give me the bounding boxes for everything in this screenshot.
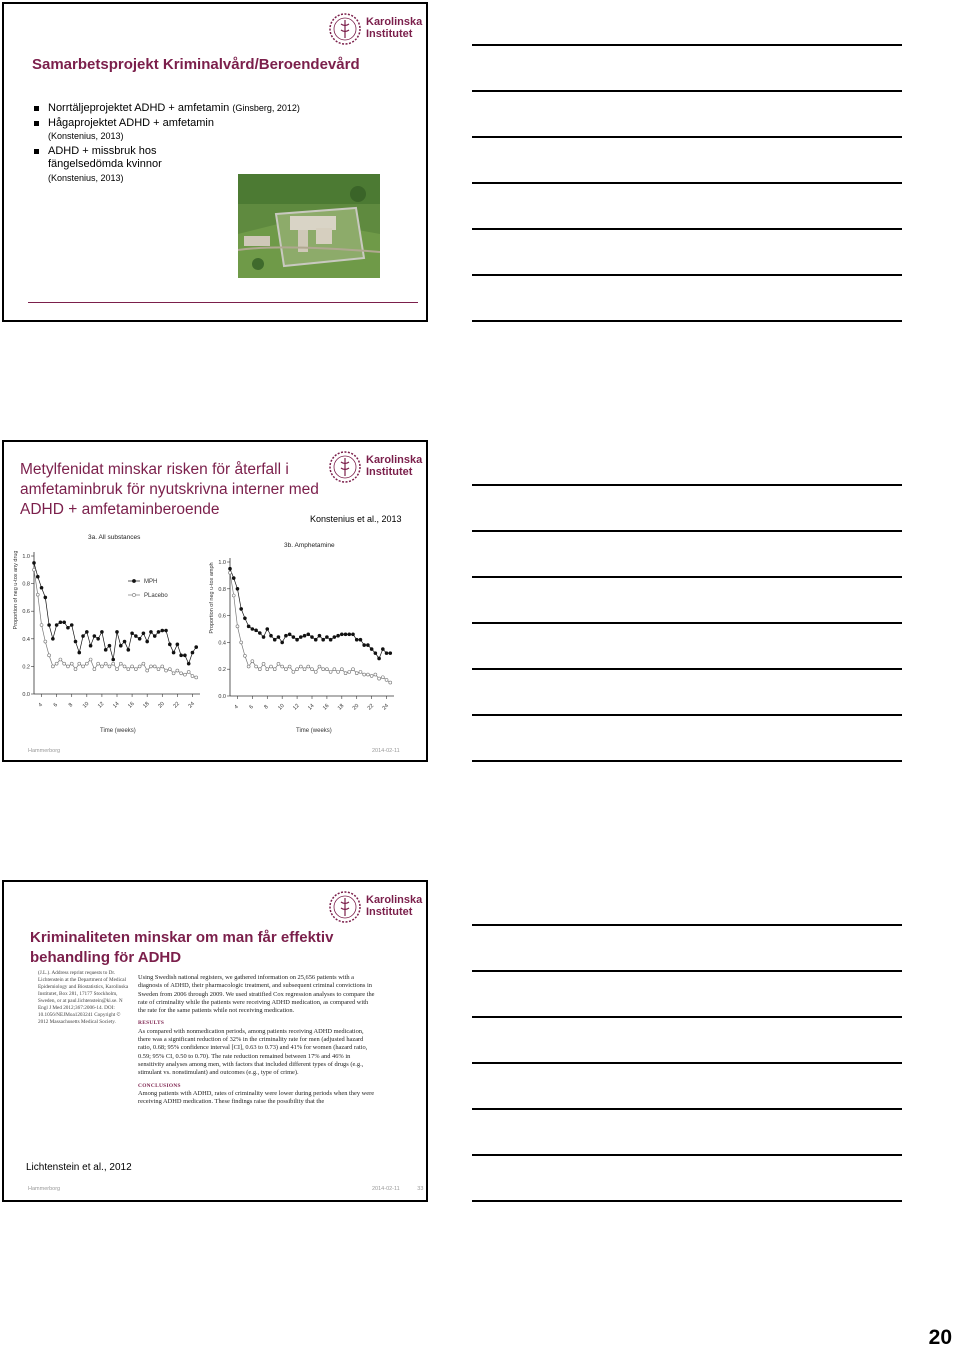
data-point-placebo xyxy=(389,681,392,684)
data-point-placebo xyxy=(44,640,47,643)
y-tick-label: 0.6 xyxy=(22,609,30,616)
data-point-mph xyxy=(251,628,254,631)
data-point-placebo xyxy=(66,665,69,668)
data-point-placebo xyxy=(191,675,194,678)
data-point-placebo xyxy=(48,654,51,657)
bullet-ref: (Konstenius, 2013) xyxy=(48,172,124,183)
x-tick-label: 24 xyxy=(381,703,391,712)
series-line-mph xyxy=(34,563,196,664)
data-point-placebo xyxy=(116,668,119,671)
data-point-placebo xyxy=(303,668,306,671)
data-point-placebo xyxy=(251,660,254,663)
x-tick-label: 24 xyxy=(187,701,197,710)
data-point-mph xyxy=(359,638,362,641)
slide-1 xyxy=(2,2,428,322)
data-point-mph xyxy=(337,634,340,637)
x-tick-label: 22 xyxy=(172,701,181,710)
bullet-item xyxy=(34,117,354,144)
data-point-placebo xyxy=(78,662,81,665)
data-point-mph xyxy=(131,632,134,635)
x-tick-label: 10 xyxy=(277,703,286,712)
data-point-placebo xyxy=(131,665,134,668)
data-point-mph xyxy=(296,638,299,641)
data-point-placebo xyxy=(333,668,336,671)
logo-line-1: Karolinska xyxy=(366,894,423,906)
data-point-mph xyxy=(281,641,284,644)
data-point-mph xyxy=(236,587,239,590)
data-point-placebo xyxy=(51,665,54,668)
data-point-placebo xyxy=(381,676,384,679)
data-point-mph xyxy=(165,629,168,632)
footer-author: Hammerborg xyxy=(28,1186,61,1192)
data-point-mph xyxy=(378,657,381,660)
data-point-placebo xyxy=(55,662,58,665)
x-tick-label: 20 xyxy=(351,703,361,712)
data-point-placebo xyxy=(104,662,107,665)
data-point-placebo xyxy=(59,658,62,661)
data-point-placebo xyxy=(378,677,381,680)
data-point-placebo xyxy=(277,662,280,665)
data-point-mph xyxy=(348,633,351,636)
x-tick-label: 16 xyxy=(321,703,331,712)
x-tick-label: 8 xyxy=(263,704,270,711)
data-point-mph xyxy=(314,638,317,641)
data-point-mph xyxy=(48,624,51,627)
data-point-placebo xyxy=(112,662,115,665)
paper-side-text: (J.L.). Address reprint requests to Dr. Lichtenstein at the Department of Medical Epidemiology and Biostatistics, Karolinska Institutet, Box 281, 17177 Stockholm, Sweden, or at paul.lichtenstein@ki.se. N Engl J Med 2012;367:2006-14. DOI: 10.1056/NEJMoa1203241 Copyright © 2012 Massachusetts Medical Society. xyxy=(38,970,129,1025)
y-tick-label: 0.2 xyxy=(22,664,30,671)
data-point-mph xyxy=(325,636,328,639)
footer-date: 2014-02-11 xyxy=(372,748,400,754)
data-point-placebo xyxy=(355,672,358,675)
data-point-mph xyxy=(318,634,321,637)
logo-line-1: Karolinska xyxy=(366,16,423,28)
abstract-results: As compared with nonmedication periods, among patients receiving ADHD medication, there was a significant reduction of 32% in the criminality rate for men (adjusted hazard ratio, 0.68; 95% confidence interval [CI], 0.63 to 0.73) and 41% for women (hazard ratio, 0.59; 95% CI, 0.50 to 0.70). The rate reduction remained between 17% and 46% in sensitivity analyses among men, with factors that included different types of drugs (e.g., stimulant vs. nonstimulant) and outcomes (e.g., type of crime). xyxy=(138,1027,368,1077)
data-point-mph xyxy=(89,644,92,647)
logo-line-2: Institutet xyxy=(366,28,413,40)
data-point-mph xyxy=(329,638,332,641)
data-point-placebo xyxy=(325,668,328,671)
data-point-placebo xyxy=(292,670,295,673)
data-point-mph xyxy=(307,633,310,636)
data-point-mph xyxy=(59,621,62,624)
slide-1-title: Samarbetsprojekt Kriminalvård/Beroendevård xyxy=(32,56,360,73)
data-point-placebo xyxy=(108,665,111,668)
data-point-mph xyxy=(374,652,377,655)
data-point-mph xyxy=(172,651,175,654)
data-point-placebo xyxy=(70,662,73,665)
data-point-mph xyxy=(127,648,130,651)
data-point-mph xyxy=(40,586,43,589)
data-point-mph xyxy=(176,643,179,646)
data-point-mph xyxy=(262,636,265,639)
data-point-mph xyxy=(363,644,366,647)
data-point-placebo xyxy=(195,676,198,679)
logo-line-2: Institutet xyxy=(366,466,413,478)
x-tick-label: 16 xyxy=(127,701,136,710)
data-point-mph xyxy=(355,638,358,641)
karolinska-seal-icon xyxy=(328,890,362,924)
data-point-placebo xyxy=(161,665,164,668)
data-point-mph xyxy=(66,626,69,629)
data-point-placebo xyxy=(157,668,160,671)
data-point-mph xyxy=(288,633,291,636)
data-point-placebo xyxy=(63,662,66,665)
data-point-mph xyxy=(389,652,392,655)
data-point-mph xyxy=(168,643,171,646)
data-point-mph xyxy=(153,635,156,638)
x-tick-label: 4 xyxy=(233,704,240,711)
bullet-text: Norrtäljeprojektet ADHD + amfetamin xyxy=(48,102,230,114)
data-point-placebo xyxy=(229,571,232,574)
data-point-mph xyxy=(240,607,243,610)
x-tick-label: 8 xyxy=(67,702,75,709)
slide-1-rule xyxy=(28,302,418,303)
chart-title: 3b. Amphetamine xyxy=(284,542,335,549)
x-tick-label: 12 xyxy=(292,703,301,712)
data-point-placebo xyxy=(247,665,250,668)
y-axis-label: Proportion of neg u-tox amph xyxy=(209,562,215,634)
data-point-mph xyxy=(191,651,194,654)
prison-aerial-photo xyxy=(238,174,380,278)
data-point-mph xyxy=(270,634,273,637)
x-tick-label: 22 xyxy=(366,703,376,712)
data-point-placebo xyxy=(187,670,190,673)
legend-marker xyxy=(132,579,135,582)
data-point-placebo xyxy=(146,669,149,672)
x-tick-label: 14 xyxy=(112,701,121,710)
karolinska-logo xyxy=(328,890,423,926)
logo-line-1: Karolinska xyxy=(366,454,423,466)
x-tick-label: 14 xyxy=(307,703,316,712)
data-point-mph xyxy=(344,633,347,636)
data-point-mph xyxy=(116,630,119,633)
data-point-mph xyxy=(33,561,36,564)
data-point-mph xyxy=(55,624,58,627)
data-point-mph xyxy=(299,636,302,639)
data-point-placebo xyxy=(123,665,126,668)
data-point-mph xyxy=(277,636,280,639)
data-point-mph xyxy=(123,640,126,643)
data-point-placebo xyxy=(33,568,36,571)
legend-label: PLacebo xyxy=(144,593,168,599)
data-point-placebo xyxy=(363,673,366,676)
data-point-placebo xyxy=(172,672,175,675)
data-point-mph xyxy=(385,652,388,655)
data-point-placebo xyxy=(97,662,100,665)
data-point-placebo xyxy=(266,668,269,671)
data-point-placebo xyxy=(36,593,39,596)
data-point-placebo xyxy=(183,673,186,676)
data-point-placebo xyxy=(281,665,284,668)
bullet-ref: (Ginsberg, 2012) xyxy=(232,103,300,113)
data-point-mph xyxy=(63,621,66,624)
data-point-placebo xyxy=(127,668,130,671)
data-point-mph xyxy=(97,637,100,640)
data-point-placebo xyxy=(374,673,377,676)
bullet-item xyxy=(34,145,198,186)
data-point-mph xyxy=(74,640,77,643)
data-point-mph xyxy=(146,640,149,643)
footer-date-text: 2014-02-11 xyxy=(372,1186,400,1192)
data-point-placebo xyxy=(119,662,122,665)
data-point-mph xyxy=(183,654,186,657)
chart-all-substances xyxy=(10,530,206,738)
data-point-mph xyxy=(180,654,183,657)
data-point-placebo xyxy=(288,665,291,668)
data-point-mph xyxy=(258,632,261,635)
bullet-text: ADHD + missbruk hos fängelsedömda kvinnor xyxy=(48,144,162,170)
data-point-mph xyxy=(93,635,96,638)
data-point-mph xyxy=(112,658,115,661)
data-point-mph xyxy=(366,644,369,647)
data-point-mph xyxy=(142,632,145,635)
data-point-placebo xyxy=(322,668,325,671)
data-point-placebo xyxy=(318,665,321,668)
data-point-mph xyxy=(161,629,164,632)
data-point-placebo xyxy=(340,668,343,671)
data-point-mph xyxy=(292,636,295,639)
data-point-mph xyxy=(229,567,232,570)
y-tick-label: 0.0 xyxy=(22,692,30,698)
data-point-placebo xyxy=(273,668,276,671)
y-tick-label: 1.0 xyxy=(218,560,226,566)
footer-date xyxy=(372,1186,423,1192)
legend-label: MPH xyxy=(144,579,158,585)
data-point-mph xyxy=(138,637,141,640)
data-point-placebo xyxy=(236,625,239,628)
slide-3 xyxy=(2,880,428,1202)
data-point-mph xyxy=(44,596,47,599)
y-tick-label: 0.8 xyxy=(22,581,30,588)
karolinska-seal-icon xyxy=(328,12,362,46)
slide-3-title: Kriminaliteten minskar om man får effektiv behandling för ADHD xyxy=(30,929,334,966)
data-point-placebo xyxy=(142,662,145,665)
data-point-placebo xyxy=(232,594,235,597)
data-point-placebo xyxy=(270,665,273,668)
data-point-mph xyxy=(311,636,314,639)
data-point-placebo xyxy=(240,641,243,644)
data-point-placebo xyxy=(255,665,258,668)
data-point-placebo xyxy=(337,670,340,673)
chart-amphetamine xyxy=(206,538,402,738)
data-point-placebo xyxy=(284,668,287,671)
footer-page: 33 xyxy=(417,1186,424,1192)
data-point-mph xyxy=(82,635,85,638)
data-point-placebo xyxy=(296,668,299,671)
y-tick-label: 0.8 xyxy=(218,586,226,593)
data-point-mph xyxy=(85,630,88,633)
data-point-mph xyxy=(108,644,111,647)
data-point-placebo xyxy=(134,668,137,671)
slide-2 xyxy=(2,440,428,762)
x-tick-label: 6 xyxy=(248,704,255,711)
data-point-mph xyxy=(187,662,190,665)
x-tick-label: 6 xyxy=(52,702,60,709)
data-point-mph xyxy=(157,630,160,633)
data-point-mph xyxy=(381,648,384,651)
data-point-placebo xyxy=(89,658,92,661)
y-tick-label: 0.2 xyxy=(218,667,226,674)
data-point-mph xyxy=(104,648,107,651)
chart-title: 3a. All substances xyxy=(88,534,141,541)
slide-2-citation: Konstenius et al., 2013 xyxy=(310,514,402,524)
data-point-placebo xyxy=(359,670,362,673)
x-axis-label: Time (weeks) xyxy=(296,728,332,734)
data-point-placebo xyxy=(85,662,88,665)
data-point-placebo xyxy=(311,668,314,671)
x-axis-label: Time (weeks) xyxy=(100,728,136,734)
data-point-placebo xyxy=(385,678,388,681)
abstract-methods: Using Swedish national registers, we gathered information on 25,656 patients with a diagnosis of ADHD, their pharmacologic treatment, and subsequent criminal convictions in Sweden from 2006 through 2009. We used stratified Cox regression analyses to compare the rate of criminality while the patients were receiving ADHD medication, as compared with the rate for the same patients while not receiving medication. xyxy=(138,974,375,1015)
data-point-placebo xyxy=(366,673,369,676)
data-point-placebo xyxy=(307,665,310,668)
data-point-placebo xyxy=(93,668,96,671)
x-tick-label: 20 xyxy=(157,701,166,710)
data-point-mph xyxy=(78,651,81,654)
data-point-mph xyxy=(266,628,269,631)
series-line-placebo xyxy=(230,573,390,683)
paper-abstract xyxy=(138,974,376,1106)
data-point-mph xyxy=(70,624,73,627)
data-point-mph xyxy=(333,636,336,639)
data-point-placebo xyxy=(352,668,355,671)
data-point-placebo xyxy=(180,672,183,675)
data-point-placebo xyxy=(82,665,85,668)
data-point-placebo xyxy=(176,669,179,672)
slide-2-title: Metylfenidat minskar risken för återfall i amfetaminbruk för nyutskrivna interner med ADHD + amfetaminberoende xyxy=(20,461,319,518)
data-point-mph xyxy=(340,633,343,636)
x-tick-label: 10 xyxy=(81,701,91,710)
abstract-conclusions: Among patients with ADHD, rates of criminality were lower during periods when they were receiving ADHD medication. These findings raise the possibility that the xyxy=(138,1089,375,1106)
data-point-placebo xyxy=(149,665,152,668)
data-point-mph xyxy=(36,575,39,578)
data-point-placebo xyxy=(153,665,156,668)
data-point-placebo xyxy=(314,670,317,673)
footer-author: Hammerborg xyxy=(28,748,61,754)
data-point-placebo xyxy=(258,668,261,671)
y-axis-label: Proportion of neg u-tox any drug xyxy=(13,550,19,630)
data-point-placebo xyxy=(168,668,171,671)
data-point-placebo xyxy=(243,654,246,657)
data-point-mph xyxy=(284,634,287,637)
abstract-conclusions-heading: CONCLUSIONS xyxy=(138,1082,181,1089)
data-point-mph xyxy=(134,635,137,638)
karolinska-logo xyxy=(328,12,423,48)
data-point-placebo xyxy=(40,624,43,627)
x-tick-label: 4 xyxy=(37,702,45,709)
data-point-mph xyxy=(149,630,152,633)
data-point-mph xyxy=(322,638,325,641)
y-tick-label: 0.4 xyxy=(22,636,30,643)
data-point-placebo xyxy=(370,674,373,677)
data-point-placebo xyxy=(348,670,351,673)
y-tick-label: 0.0 xyxy=(218,694,226,700)
y-tick-label: 0.4 xyxy=(218,640,226,647)
data-point-mph xyxy=(303,634,306,637)
bullet-text: Hågaprojektet ADHD + amfetamin xyxy=(48,116,214,129)
data-point-mph xyxy=(273,638,276,641)
data-point-placebo xyxy=(74,668,77,671)
data-point-placebo xyxy=(165,669,168,672)
data-point-mph xyxy=(247,625,250,628)
data-point-placebo xyxy=(262,662,265,665)
y-tick-label: 0.6 xyxy=(218,613,226,620)
data-point-placebo xyxy=(299,665,302,668)
data-point-mph xyxy=(232,577,235,580)
x-tick-label: 18 xyxy=(142,701,151,710)
x-tick-label: 12 xyxy=(96,701,106,710)
data-point-mph xyxy=(370,648,373,651)
bullet-ref: (Konstenius, 2013) xyxy=(48,131,124,141)
data-point-mph xyxy=(255,629,258,632)
data-point-mph xyxy=(352,633,355,636)
data-point-mph xyxy=(51,637,54,640)
legend-marker xyxy=(132,593,135,596)
data-point-placebo xyxy=(100,665,103,668)
data-point-mph xyxy=(195,646,198,649)
data-point-placebo xyxy=(329,670,332,673)
logo-line-2: Institutet xyxy=(366,906,413,918)
bullet-item xyxy=(34,102,354,116)
data-point-mph xyxy=(119,644,122,647)
page-number: 20 xyxy=(928,1326,952,1349)
abstract-results-heading: RESULTS xyxy=(138,1020,165,1027)
data-point-mph xyxy=(243,617,246,620)
y-tick-label: 1.0 xyxy=(22,554,30,560)
data-point-placebo xyxy=(344,672,347,675)
data-point-mph xyxy=(100,630,103,633)
x-tick-label: 18 xyxy=(336,703,346,712)
data-point-placebo xyxy=(138,665,141,668)
slide-3-citation: Lichtenstein et al., 2012 xyxy=(26,1162,132,1173)
